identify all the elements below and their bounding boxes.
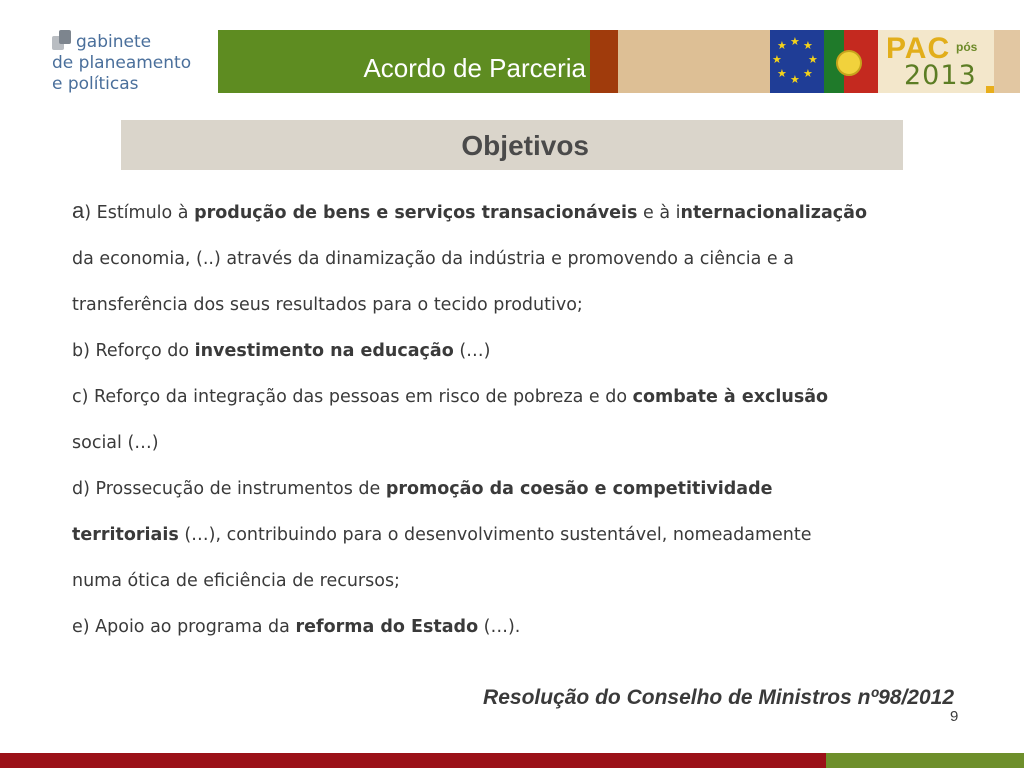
- pac-pos: pós: [956, 40, 978, 54]
- eu-flag-icon: ★ ★ ★ ★ ★ ★ ★ ★: [770, 30, 824, 93]
- header-title: Acordo de Parceria: [363, 53, 586, 83]
- item-e-bold: reforma do Estado: [295, 617, 479, 637]
- item-d-line-2: [72, 512, 952, 558]
- pac-logo: [878, 30, 994, 93]
- item-a-text-2: e à i: [637, 203, 681, 223]
- item-c-text: c) Reforço da integração das pessoas em risco de pobreza e do: [72, 387, 633, 407]
- portugal-flag-icon: [824, 30, 878, 93]
- item-b: [72, 328, 952, 374]
- item-a-bold-2: nternacionalização: [680, 203, 867, 223]
- logo-text: [52, 32, 191, 95]
- item-c-line-1: [72, 374, 952, 420]
- citation: Resolução do Conselho de Ministros nº98/2012: [483, 686, 954, 709]
- header-banner: [218, 30, 1020, 93]
- item-a-line-1: [72, 188, 952, 236]
- banner-tan-block: [618, 30, 770, 93]
- flags-image: [770, 30, 878, 93]
- item-e-post: (…).: [478, 617, 521, 637]
- item-d-bold-2: territoriais: [72, 525, 179, 545]
- pac-word: PAC: [886, 32, 951, 65]
- item-d-post: (…), contribuindo para o desenvolvimento sustentável, nomeadamente: [178, 525, 812, 545]
- item-a-line-2: da economia, (..) através da dinamização da indústria e promovendo a ciência e a: [72, 249, 794, 269]
- logo-line-1: gabinete: [76, 32, 152, 52]
- item-e-text: e) Apoio ao programa da: [72, 617, 296, 637]
- footer-green: [826, 753, 1024, 768]
- item-a-line-3: transferência dos seus resultados para o tecido produtivo;: [72, 295, 583, 315]
- item-d-line-3: numa ótica de eficiência de recursos;: [72, 571, 400, 591]
- item-c-line-2: social (…): [72, 433, 159, 453]
- objectives-list: [72, 188, 952, 650]
- pac-year: 2013: [904, 60, 977, 91]
- logo-line-2: de planeamento: [52, 53, 192, 73]
- page-number: 9: [950, 708, 959, 725]
- item-a-bold-1: produção de bens e serviços transacionáveis: [194, 203, 638, 223]
- footer-bar: [0, 753, 1024, 768]
- item-b-text: b) Reforço do: [72, 341, 195, 361]
- section-title: Objetivos: [461, 130, 589, 161]
- gpp-logo: [48, 26, 208, 98]
- item-e: [72, 604, 952, 650]
- section-bar: [121, 120, 903, 170]
- logo-line-3: e políticas: [52, 74, 139, 94]
- banner-rust-block: [590, 30, 618, 93]
- item-d-line-1: [72, 466, 952, 512]
- item-b-post: (…): [453, 341, 491, 361]
- item-a-letter: a: [72, 198, 85, 223]
- item-b-bold: investimento na educação: [194, 341, 454, 361]
- item-d-text: d) Prossecução de instrumentos de: [72, 479, 386, 499]
- item-c-bold: combate à exclusão: [632, 387, 829, 407]
- item-a-text: ) Estímulo à: [84, 203, 195, 223]
- footer-red: [0, 753, 826, 768]
- item-d-bold-1: promoção da coesão e competitividade: [385, 479, 773, 499]
- pac-accent: [986, 86, 994, 93]
